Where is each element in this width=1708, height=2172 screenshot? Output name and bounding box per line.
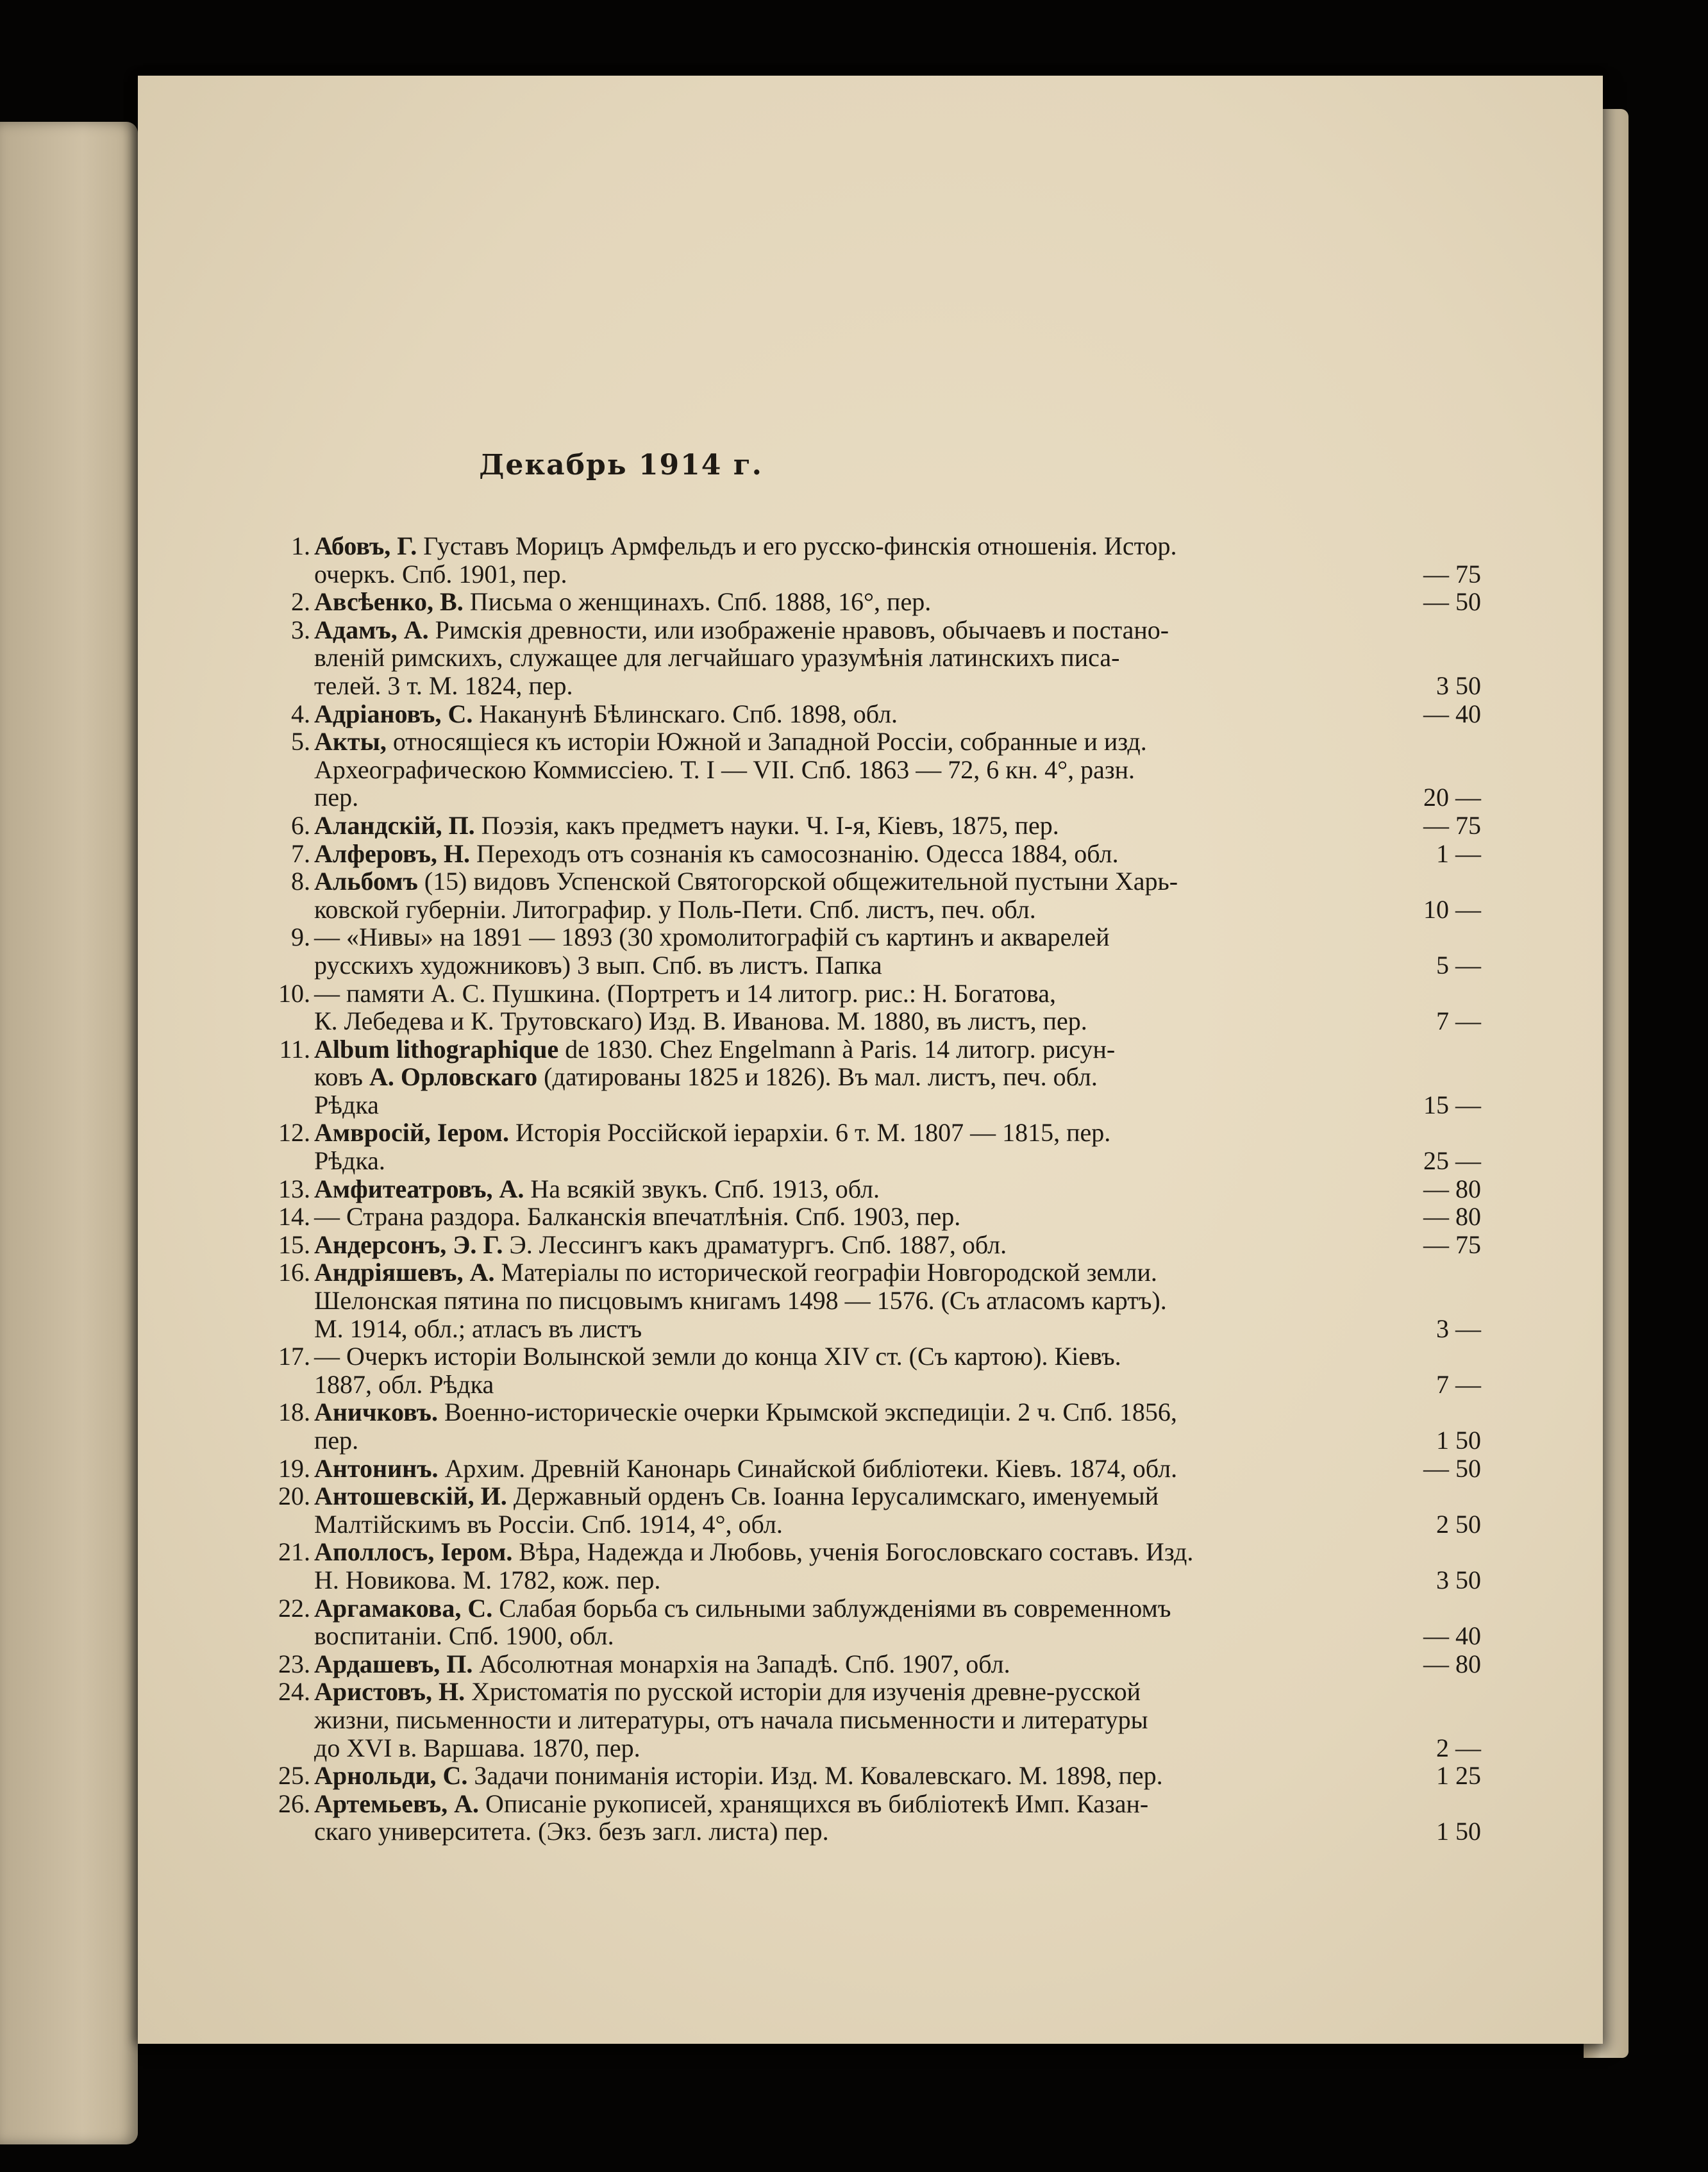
entry-line	[314, 616, 1481, 644]
entry-author: Абовъ, Г.	[314, 531, 417, 560]
entry-author: Аничковъ.	[314, 1398, 438, 1427]
entry-number: 7.	[291, 839, 310, 868]
catalog-entry	[278, 1118, 1481, 1176]
catalog-entry	[291, 839, 1481, 868]
entry-text: Письма о женщинахъ. Спб. 1888, 16°, пер.	[463, 587, 932, 617]
entry-text: (датированы 1825 и 1826). Въ мал. листъ, печ. обл.	[537, 1062, 1098, 1092]
entry-text: до XVI в. Варшава. 1870, пер.	[314, 1733, 640, 1762]
entry-number: 3.	[291, 615, 310, 644]
entry-text: пер.	[314, 1426, 359, 1455]
entry-number: 22.	[278, 1593, 310, 1623]
entry-text: ковской губерніи. Литографир. у Поль-Пети. Спб. листъ, печ. обл.	[314, 894, 1036, 924]
entry-price: 1 —	[1436, 839, 1481, 868]
entry-line	[314, 1734, 1481, 1762]
entry-text: телей. 3 т. М. 1824, пер.	[314, 671, 573, 700]
catalog-entry	[278, 1789, 1481, 1846]
entry-text: Слабая борьба съ сильными заблужденіями въ современномъ	[492, 1593, 1171, 1623]
entry-text: Археографическою Коммиссіею. Т. I — VII. Спб. 1863 — 72, 6 кн. 4°, разн.	[314, 755, 1135, 784]
entry-author: Антошевскій, И.	[314, 1482, 507, 1511]
catalog-entry	[291, 615, 1481, 700]
entry-price: — 50	[1423, 1453, 1481, 1483]
entry-number: 12.	[278, 1118, 310, 1148]
entry-number: 24.	[278, 1677, 310, 1707]
entry-text: Описаніе рукописей, хранящихся въ библіотекѣ Имп. Казан-	[478, 1789, 1149, 1818]
entry-number: 13.	[278, 1174, 310, 1203]
entry-author: Аристовъ, Н.	[314, 1677, 465, 1707]
entry-text: пер.	[314, 783, 359, 812]
entry-line	[314, 1063, 1481, 1091]
entry-price: — 75	[1423, 559, 1481, 589]
entry-line	[314, 1650, 1481, 1678]
entry-line	[314, 867, 1481, 896]
entry-line	[314, 1371, 1481, 1399]
entry-number: 20.	[278, 1482, 310, 1511]
entry-text: — «Нивы» на 1891 — 1893 (30 хромолитографій съ картинъ и акварелей	[314, 923, 1110, 952]
entry-line	[314, 1398, 1481, 1426]
entry-author: Ардашевъ, П.	[314, 1649, 473, 1678]
entry-text: относящіеся къ исторіи Южной и Западной Россіи, собранные и изд.	[386, 727, 1147, 756]
entry-line	[314, 1817, 1481, 1846]
entry-number: 6.	[291, 810, 310, 840]
entry-price: 3 —	[1436, 1314, 1481, 1343]
entry-number: 14.	[278, 1202, 310, 1232]
entry-text: Наканунѣ Бѣлинскаго. Спб. 1898, обл.	[473, 699, 898, 728]
entry-text: Римскія древности, или изображеніе нравовъ, обычаевъ и постано-	[428, 615, 1169, 644]
catalog-entry	[291, 531, 1481, 589]
entry-line	[314, 1622, 1481, 1650]
entry-line	[314, 1762, 1481, 1790]
entry-price: 5 —	[1436, 950, 1481, 980]
entry-number: 1.	[291, 531, 310, 560]
entry-line	[314, 783, 1481, 812]
entry-text: Рѣдка.	[314, 1146, 385, 1176]
catalog-entry	[291, 923, 1481, 980]
catalog-entry	[278, 1593, 1481, 1651]
entry-number: 5.	[291, 727, 310, 756]
catalog-entry	[278, 1453, 1481, 1483]
catalog-entry	[278, 1649, 1481, 1678]
entry-number: 21.	[278, 1537, 310, 1567]
entry-number: 10.	[278, 978, 310, 1008]
entry-number: 8.	[291, 867, 310, 896]
entry-line	[314, 1091, 1481, 1119]
entry-number: 25.	[278, 1761, 310, 1791]
catalog-entry	[278, 978, 1481, 1036]
entry-number: 4.	[291, 699, 310, 728]
entry-author: Аполлосъ, Іером.	[314, 1537, 513, 1567]
entry-text: Малтійскимъ въ Россіи. Спб. 1914, 4°, обл.	[314, 1509, 783, 1539]
page-title-text: Декабрь 1914 г.	[479, 449, 764, 481]
entry-text: воспитаніи. Спб. 1900, обл.	[314, 1621, 614, 1651]
catalog-entry-list	[278, 531, 1481, 1846]
entry-line	[314, 1315, 1481, 1343]
catalog-entry	[278, 1537, 1481, 1594]
entry-line	[314, 560, 1481, 589]
entry-number: 18.	[278, 1398, 310, 1427]
entry-line	[314, 1175, 1481, 1203]
entry-text: Н. Новикова. М. 1782, кож. пер.	[314, 1565, 661, 1594]
entry-number: 9.	[291, 923, 310, 952]
entry-author: Алферовъ, Н.	[314, 839, 471, 868]
entry-text: Исторія Россійской іерархіи. 6 т. М. 1807 — 1815, пер.	[508, 1118, 1111, 1148]
entry-text: жизни, письменности и литературы, отъ начала письменности и литературы	[314, 1705, 1148, 1734]
entry-text: Архим. Древній Канонарь Синайской библіотеки. Кіевъ. 1874, обл.	[438, 1453, 1178, 1483]
left-page-edge	[0, 122, 138, 2144]
entry-text: — Страна раздора. Балканскія впечатлѣнія. Спб. 1903, пер.	[314, 1202, 961, 1232]
entry-price: 3 50	[1436, 671, 1481, 700]
entry-text: русскихъ художниковъ) 3 вып. Спб. въ листъ. Папка	[314, 950, 882, 980]
entry-line	[314, 1510, 1481, 1539]
catalog-entry	[278, 1174, 1481, 1203]
entry-price: 2 50	[1436, 1509, 1481, 1539]
entry-text: (15) видовъ Успенской Святогорской общежительной пустыни Харь-	[417, 867, 1178, 896]
catalog-entry	[278, 1342, 1481, 1399]
catalog-entry	[291, 727, 1481, 812]
entry-text: Поэзія, какъ предметъ науки. Ч. І-я, Кіевъ, 1875, пер.	[474, 810, 1059, 840]
entry-price: — 80	[1423, 1202, 1481, 1232]
entry-price: — 75	[1423, 1230, 1481, 1259]
entry-author: Album lithographique	[314, 1034, 559, 1064]
entry-price: 20 —	[1423, 783, 1481, 812]
entry-text: М. 1914, обл.; атласъ въ листъ	[314, 1314, 642, 1343]
entry-text: очеркъ. Спб. 1901, пер.	[314, 559, 567, 589]
entry-text: Переходъ отъ сознанія къ самосознанію. Одесса 1884, обл.	[470, 839, 1119, 868]
entry-price: 25 —	[1423, 1146, 1481, 1176]
entry-price: 1 25	[1436, 1761, 1481, 1791]
entry-text: Вѣра, Надежда и Любовь, ученія Богословскаго составъ. Изд.	[512, 1537, 1194, 1567]
entry-line	[314, 1594, 1481, 1623]
catalog-entry	[278, 1258, 1481, 1343]
entry-text: Рѣдка	[314, 1090, 379, 1119]
entry-text: Державный орденъ Св. Іоанна Іерусалимскаго, именуемый	[507, 1482, 1159, 1511]
entry-line	[314, 644, 1481, 672]
entry-line	[314, 1007, 1481, 1035]
entry-line	[314, 1678, 1481, 1706]
entry-text: Военно-историческіе очерки Крымской экспедиціи. 2 ч. Спб. 1856,	[438, 1398, 1177, 1427]
entry-line	[314, 672, 1481, 700]
entry-line	[314, 1119, 1481, 1147]
catalog-entry	[278, 1398, 1481, 1455]
entry-author: Антонинъ.	[314, 1453, 439, 1483]
entry-line	[314, 1538, 1481, 1566]
entry-text: Абсолютная монархія на Западѣ. Спб. 1907, обл.	[473, 1649, 1010, 1678]
entry-author: Амвросій, Іером.	[314, 1118, 509, 1148]
entry-author: Альбомъ	[314, 867, 418, 896]
entry-price: 10 —	[1423, 894, 1481, 924]
entry-line	[314, 1147, 1481, 1175]
catalog-entry	[278, 1482, 1481, 1539]
entry-author: Андерсонъ, Э. Г.	[314, 1230, 503, 1259]
entry-line	[314, 532, 1481, 560]
entry-price: 7 —	[1436, 1007, 1481, 1036]
entry-line	[314, 756, 1481, 784]
entry-price: — 40	[1423, 1621, 1481, 1651]
entry-number: 11.	[279, 1034, 310, 1064]
entry-price: 1 50	[1436, 1426, 1481, 1455]
entry-text: ковъ	[314, 1062, 369, 1092]
entry-price: 1 50	[1436, 1817, 1481, 1846]
entry-text: Задачи пониманія исторіи. Изд. М. Ковалевскаго. М. 1898, пер.	[467, 1761, 1163, 1791]
catalog-entry	[278, 1677, 1481, 1762]
entry-author: Арнольди, С.	[314, 1761, 468, 1791]
entry-price: — 80	[1423, 1649, 1481, 1678]
entry-text: Шелонская пятина по писцовымъ книгамъ 1498 — 1576. (Съ атласомъ картъ).	[314, 1286, 1167, 1316]
entry-text: Э. Лессингъ какъ драматургъ. Спб. 1887, обл.	[503, 1230, 1007, 1259]
entry-author: Аргамакова, С.	[314, 1593, 493, 1623]
entry-author: Артемьевъ, А.	[314, 1789, 479, 1818]
entry-line	[314, 1566, 1481, 1594]
entry-line	[314, 1790, 1481, 1818]
entry-line	[314, 812, 1481, 840]
entry-price: — 75	[1423, 810, 1481, 840]
entry-number: 17.	[278, 1342, 310, 1371]
entry-price: — 80	[1423, 1174, 1481, 1203]
entry-price: 15 —	[1423, 1090, 1481, 1119]
entry-text: вленій римскихъ, служащее для легчайшаго уразумѣнія латинскихъ писа-	[314, 643, 1120, 672]
entry-line	[314, 896, 1481, 924]
entry-text: 1887, обл. Рѣдка	[314, 1369, 494, 1399]
entry-line	[314, 728, 1481, 756]
catalog-entry	[278, 1230, 1481, 1259]
entry-text: — Очеркъ исторіи Волынской земли до конца XIV ст. (Съ картою). Кіевъ.	[314, 1342, 1121, 1371]
entry-line	[314, 951, 1481, 980]
entry-price: 3 50	[1436, 1565, 1481, 1594]
catalog-entry	[291, 810, 1481, 840]
entry-line	[314, 1203, 1481, 1231]
entry-line	[314, 840, 1481, 868]
entry-line	[314, 1287, 1481, 1315]
entry-text: — памяти А. С. Пушкина. (Портретъ и 14 литогр. рис.: Н. Богатова,	[314, 978, 1057, 1008]
entry-price: — 50	[1423, 587, 1481, 617]
catalog-entry	[291, 867, 1481, 924]
entry-author: Амфитеатровъ, А.	[314, 1174, 524, 1203]
catalog-entry	[278, 1761, 1481, 1791]
entry-line	[314, 1342, 1481, 1371]
entry-author: Акты,	[314, 727, 387, 756]
catalog-entry	[279, 1034, 1481, 1119]
entry-line	[314, 980, 1481, 1008]
entry-line	[314, 1035, 1481, 1064]
entry-author: Авсѣенко, В.	[314, 587, 464, 617]
entry-number: 23.	[278, 1649, 310, 1678]
entry-number: 2.	[291, 587, 310, 617]
entry-line	[314, 1706, 1481, 1734]
entry-line	[314, 700, 1481, 728]
entry-text: Христоматія по русской исторіи для изученія древне-русской	[465, 1677, 1141, 1707]
entry-author: Адамъ, А.	[314, 615, 429, 644]
catalog-entry	[291, 587, 1481, 617]
entry-text: На всякій звукъ. Спб. 1913, обл.	[524, 1174, 880, 1203]
entry-price: 2 —	[1436, 1733, 1481, 1762]
entry-line	[314, 1231, 1481, 1259]
entry-line	[314, 1482, 1481, 1510]
entry-line	[314, 1258, 1481, 1287]
catalog-entry	[291, 699, 1481, 728]
entry-text: скаго университета. (Экз. безъ загл. листа) пер.	[314, 1817, 829, 1846]
entry-number: 16.	[278, 1258, 310, 1287]
catalog-entry	[278, 1202, 1481, 1232]
entry-number: 19.	[278, 1453, 310, 1483]
entry-number: 15.	[278, 1230, 310, 1259]
entry-text: Матеріалы по исторической географіи Новгородской земли.	[494, 1258, 1157, 1287]
entry-author: Андріяшевъ, А.	[314, 1258, 495, 1287]
entry-author: А. Орловскаго	[369, 1062, 538, 1092]
entry-line	[314, 1426, 1481, 1455]
entry-text: de 1830. Chez Engelmann à Paris. 14 литогр. рисун-	[558, 1034, 1116, 1064]
entry-price: 7 —	[1436, 1369, 1481, 1399]
entry-text: Густавъ Морицъ Армфельдъ и его русско-финскія отношенія. Истор.	[417, 531, 1177, 560]
entry-price: — 40	[1423, 699, 1481, 728]
entry-number: 26.	[278, 1789, 310, 1818]
entry-text: К. Лебедева и К. Трутовскаго) Изд. В. Иванова. М. 1880, въ листъ, пер.	[314, 1007, 1087, 1036]
entry-line	[314, 588, 1481, 616]
entry-line	[314, 923, 1481, 951]
entry-line	[314, 1455, 1481, 1483]
entry-author: Адріановъ, С.	[314, 699, 473, 728]
entry-author: Аландскій, П.	[314, 810, 475, 840]
